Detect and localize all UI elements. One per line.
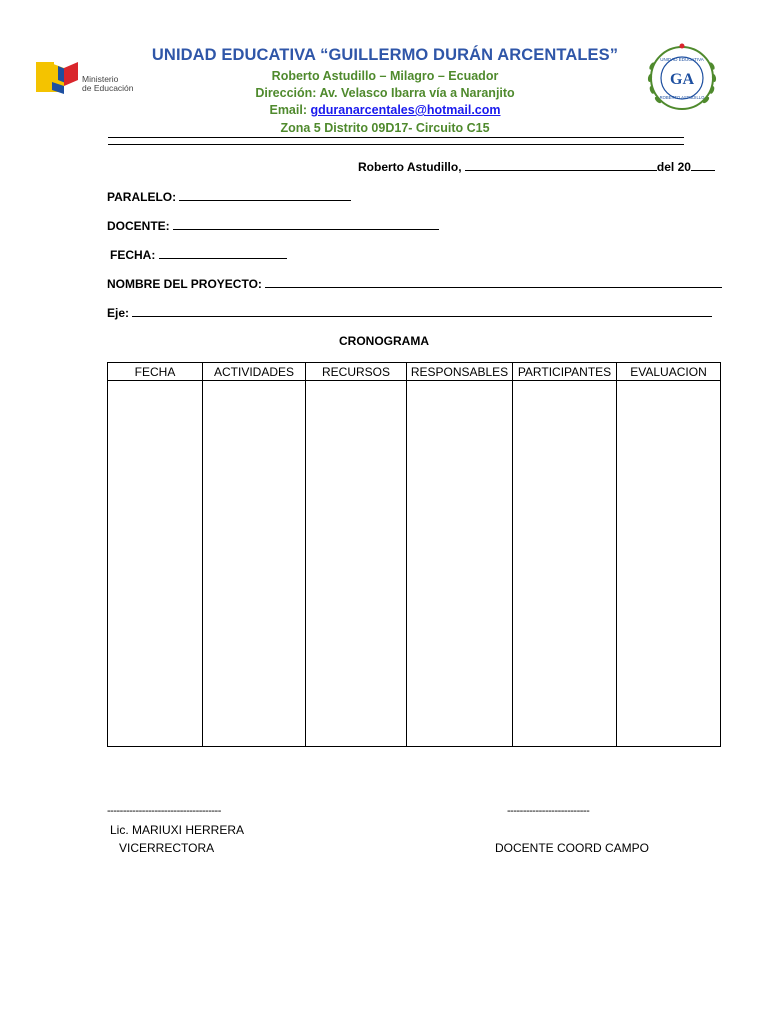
eje-label: Eje:: [107, 306, 130, 320]
cell-participantes[interactable]: [513, 381, 617, 747]
school-email-line: [150, 103, 620, 117]
place-label: Roberto Astudillo,: [358, 160, 462, 174]
proyecto-label: NOMBRE DEL PROYECTO:: [107, 277, 262, 291]
signature-line-left: ------------------------------------: [107, 805, 221, 817]
proyecto-field[interactable]: [107, 276, 722, 291]
school-zone: Zona 5 Distrito 09D17- Circuito C15: [280, 121, 490, 135]
cell-fecha[interactable]: [108, 381, 203, 747]
docente-field[interactable]: [107, 218, 439, 233]
fecha-label: FECHA:: [110, 248, 156, 262]
cell-evaluacion[interactable]: [617, 381, 721, 747]
cell-recursos[interactable]: [306, 381, 407, 747]
column-header-fecha: FECHA: [108, 363, 203, 381]
school-name: UNIDAD EDUCATIVA “GUILLERMO DURÁN ARCENTALES”: [151, 46, 619, 64]
email-label: Email:: [269, 103, 307, 117]
cronograma-title: CRONOGRAMA: [339, 334, 429, 348]
signer-name-left: Lic. MARIUXI HERRERA: [110, 823, 245, 837]
paralelo-field[interactable]: [107, 189, 351, 204]
school-seal-icon: [638, 42, 726, 112]
fecha-field[interactable]: [110, 247, 287, 262]
place-date-field[interactable]: [358, 159, 715, 174]
eje-field[interactable]: [107, 305, 712, 320]
year-blank[interactable]: [691, 159, 715, 171]
signer-role-right: DOCENTE COORD CAMPO: [495, 841, 650, 855]
ministry-logo: [34, 58, 144, 98]
year-label: del 20: [656, 160, 691, 174]
school-location: Roberto Astudillo – Milagro – Ecuador: [271, 69, 499, 83]
paralelo-blank[interactable]: [179, 189, 351, 201]
seal-bottom-text: ROBERTO ASTUDILLO: [659, 95, 705, 100]
column-header-participantes: PARTICIPANTES: [513, 363, 617, 381]
table-header-row: [108, 363, 721, 381]
cell-actividades[interactable]: [203, 381, 306, 747]
column-header-actividades: ACTIVIDADES: [203, 363, 306, 381]
ministry-flag-icon: [34, 58, 80, 96]
header-divider-top: [108, 137, 684, 138]
column-header-recursos: RECURSOS: [306, 363, 407, 381]
signer-role-left: VICERRECTORA: [119, 841, 215, 855]
header-divider-bottom: [108, 144, 684, 145]
email-link[interactable]: gduranarcentales@hotmail.com: [310, 103, 501, 117]
table-row: [108, 381, 721, 747]
docente-blank[interactable]: [173, 218, 439, 230]
cell-responsables[interactable]: [407, 381, 513, 747]
proyecto-blank[interactable]: [265, 276, 722, 288]
ministry-logo-text: Ministerio de Educación: [82, 74, 134, 93]
cronograma-table: [107, 362, 721, 747]
school-seal: [638, 42, 726, 112]
school-address: Dirección: Av. Velasco Ibarra vía a Naranjito: [255, 86, 515, 100]
seal-monogram: GA: [670, 71, 694, 88]
eje-blank[interactable]: [132, 305, 712, 317]
column-header-responsables: RESPONSABLES: [407, 363, 513, 381]
docente-label: DOCENTE:: [107, 219, 170, 233]
date-blank[interactable]: [465, 159, 657, 171]
seal-top-text: UNIDAD EDUCATIVA: [660, 57, 704, 62]
signature-line-right: --------------------------: [507, 805, 590, 817]
fecha-blank[interactable]: [159, 247, 287, 259]
paralelo-label: PARALELO:: [107, 190, 177, 204]
column-header-evaluacion: EVALUACION: [617, 363, 721, 381]
